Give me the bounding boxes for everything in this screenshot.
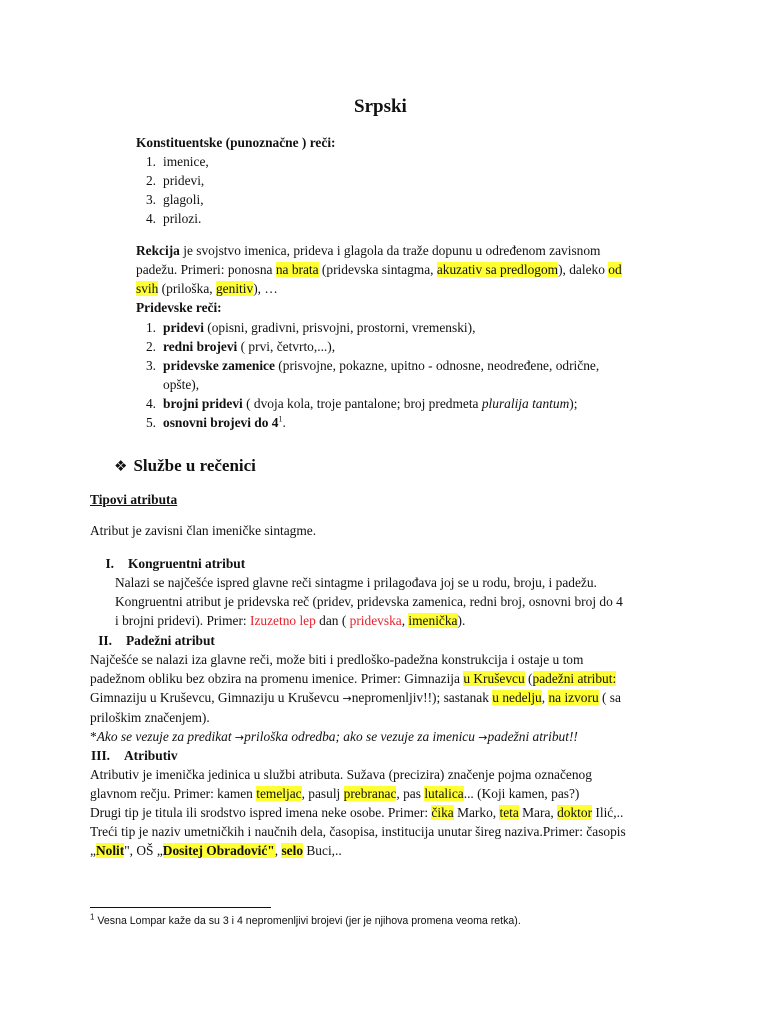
arrow-right-icon: → (342, 692, 352, 705)
footnote-ref[interactable]: 1 (278, 414, 283, 424)
list-item: 1. pridevi (opisni, gradivni, prisvojni, prostorni, vremenski), (145, 320, 476, 335)
padezni-heading: II. Padežni atribut (98, 633, 215, 648)
tipovi-intro: Atribut je zavisni član imeničke sintagme. (90, 523, 317, 538)
tipovi-heading: Tipovi atributa (90, 492, 178, 507)
list-item: 2. pridevi, (145, 173, 205, 188)
padezni-paragraph: Najčešće se nalazi iza glavne reči, može biti i predloško-padežna konstrukcija i ostaje u tom padežnom obliku bez obzira na promenu imenice. Primer: Gimnazija u Kruševcu (padežni atribut: Gimnaziju u Kruševcu, Gimnaziju u Kruševcu →nepromenljiv!!); sastanak u nedelju, na izvoru ( sa priloškim značenjem). *Ako se vezuje za predikat →priloška odredba; ako se vezuje za imenicu →padežni atribut!! (90, 652, 621, 744)
list-item: 2. redni brojevi ( prvi, četvrto,...), (145, 339, 336, 354)
kongruentni-paragraph: Nalazi se najčešće ispred glavne reči sintagme i prilagođava joj se u rodu, broju, i padežu. Kongruentni atribut je pridevska reč (pridev, pridevska zamenica, redni broj, osnovni broj do 4 i brojni pridevi). Primer: Izuzetno lep dan ( pridevska, imenička). (115, 575, 623, 628)
diamond-bullet-icon: ❖ (114, 457, 128, 475)
list-item: 1. imenice, (145, 154, 209, 169)
konst-heading: Konstituentske (punoznačne ) reči: (136, 135, 336, 150)
list-item: 4. prilozi. (145, 211, 202, 226)
arrow-right-icon: → (478, 731, 488, 744)
page-title: Srpski (354, 96, 407, 117)
list-item: 3. glagoli, (145, 192, 204, 207)
list-item: 5. osnovni brojevi do $4^1$. (145, 414, 286, 430)
rekcija-paragraph: Rekcija je svojstvo imenica, prideva i glagola da traže dopunu u određenom zavisnom padežu. Primeri: ponosna na brata (pridevska sintagma, akuzativ sa predlogom), daleko od svih (priloška, genitiv), … (136, 243, 622, 296)
list-item: 4. brojni pridevi ( dvoja kola, troje pantalone; broj predmeta pluralija tantum); (145, 396, 578, 411)
footnote-separator (90, 907, 271, 908)
arrow-right-icon: → (234, 731, 245, 744)
list-item: 3. pridevske zamenice (prisvojne, pokazne, upitno - odnosne, neodređene, odrične, (145, 358, 600, 373)
list-item-continuation: opšte), (163, 377, 200, 392)
kongruentni-heading: I. Kongruentni atribut (105, 556, 246, 571)
atributiv-heading: III. Atributiv (91, 748, 178, 763)
pridevske-list (134, 318, 599, 432)
sluzbe-heading: ❖ Službe u rečenici (114, 456, 256, 475)
pridevske-heading: Pridevske reči: (136, 300, 222, 315)
konst-list (134, 152, 209, 228)
atributiv-paragraph: Atributiv je imenička jedinica u službi atributa. Sužava (precizira) značenje pojma označenog glavnom rečju. Primer: kamen temeljac, pasulj prebranac, pas lutalica... (Koji kamen, pas?) Drugi tip je titula ili srodstvo ispred imena neke osobe. Primer: čika Marko, teta Mara, doktor Ilić,.. Treći tip je naziv umetničkih i naučnih dela, časopisa, institucija unutar šireg naziva.Primer: časopis „Nolit", OŠ „Dositej Obradović", selo Buci,.. (90, 767, 626, 858)
footnote: $^1$ Vesna Lompar kaže da su 3 i 4 nepromenljivi brojevi (jer je njihova promena veoma retka). (90, 912, 521, 927)
